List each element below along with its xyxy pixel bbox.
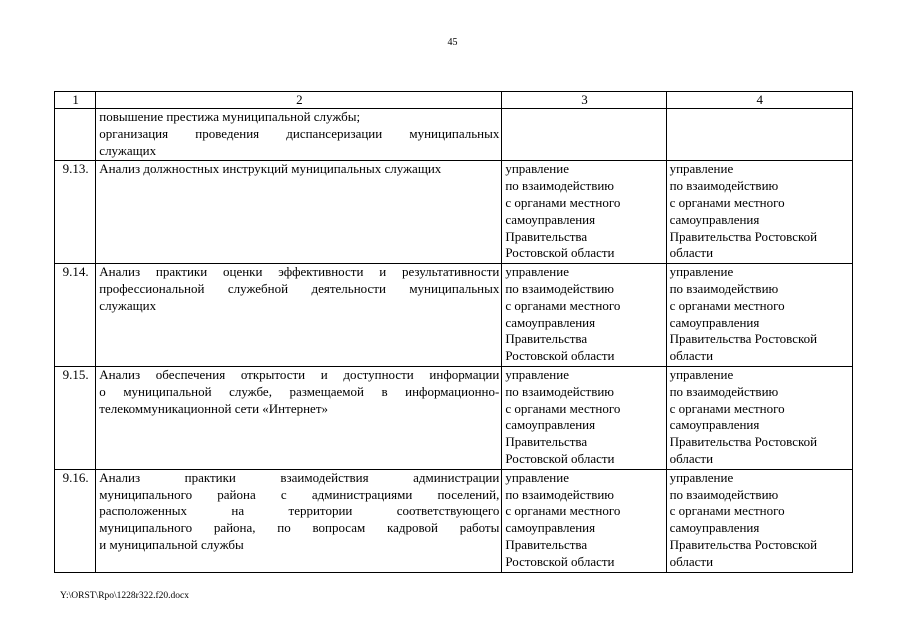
description-line: Анализ практики оценки эффективности и результативности: [99, 264, 500, 280]
description-line: расположенных на территории соответствующего: [99, 503, 500, 519]
responsible-line: Правительства Ростовской: [669, 331, 818, 347]
row-number: 9.16.: [55, 469, 96, 572]
table-body: [55, 109, 853, 573]
responsible-line: с органами местного: [669, 297, 785, 313]
description-line: и муниципальной службы: [99, 536, 244, 552]
table-row: [55, 264, 853, 367]
row-number: 9.14.: [55, 264, 96, 367]
executor-line: управление: [505, 264, 569, 280]
executor-line: самоуправления: [505, 314, 596, 330]
header-col-4: 4: [666, 92, 852, 109]
executor-line: с органами местного: [505, 297, 621, 313]
row-description: [96, 264, 502, 367]
description-line: муниципального района, по вопросам кадровой работы: [99, 520, 500, 536]
responsible-line: области: [669, 348, 714, 364]
description-line: Анализ практики взаимодействия администрации: [99, 469, 500, 485]
header-col-2: 2: [96, 92, 502, 109]
executor-line: управление: [505, 161, 569, 177]
responsible-line: управление: [669, 161, 734, 177]
responsible-line: по взаимодействию: [669, 486, 779, 502]
responsible-line: управление: [669, 469, 734, 485]
responsible-line: области: [669, 450, 714, 466]
row-responsible: [666, 469, 852, 572]
executor-line: Правительства: [505, 536, 588, 552]
responsible-line: Правительства Ростовской: [669, 536, 818, 552]
description-line: служащих: [99, 142, 157, 158]
executor-line: с органами местного: [505, 503, 621, 519]
row-description: [96, 366, 502, 469]
responsible-line: с органами местного: [669, 503, 785, 519]
description-line: профессиональной служебной деятельности муниципальных: [99, 280, 500, 296]
responsible-line: области: [669, 245, 714, 261]
executor-line: по взаимодействию: [505, 280, 615, 296]
executor-line: Правительства: [505, 228, 588, 244]
description-line: организация проведения диспансеризации муниципальных: [99, 125, 500, 141]
plan-table: [54, 91, 853, 573]
description-line: Анализ должностных инструкций муниципальных служащих: [99, 161, 442, 177]
responsible-line: управление: [669, 264, 734, 280]
responsible-line: области: [669, 553, 714, 569]
description-line: повышение престижа муниципальной службы;: [99, 109, 361, 124]
description-line: муниципального района с администрациями поселений,: [99, 486, 500, 502]
executor-line: Ростовской области: [505, 450, 615, 466]
table-row: [55, 469, 853, 572]
executor-line: Правительства: [505, 434, 588, 450]
file-path-footer: Y:\ORST\Rpo\1228r322.f20.docx: [60, 591, 189, 601]
executor-line: по взаимодействию: [505, 486, 615, 502]
responsible-line: с органами местного: [669, 400, 785, 416]
responsible-line: самоуправления: [669, 417, 760, 433]
row-number: 9.13.: [55, 161, 96, 264]
row-responsible: [666, 161, 852, 264]
table-row: [55, 366, 853, 469]
executor-line: управление: [505, 469, 569, 485]
executor-line: Правительства: [505, 331, 588, 347]
continuation-description: [96, 109, 502, 161]
responsible-line: Правительства Ростовской: [669, 228, 818, 244]
continuation-executor-cell: [502, 109, 666, 161]
row-executor: [502, 469, 666, 572]
executor-line: Ростовской области: [505, 348, 615, 364]
row-executor: [502, 366, 666, 469]
row-executor: [502, 161, 666, 264]
executor-line: Ростовской области: [505, 553, 615, 569]
executor-line: с органами местного: [505, 400, 621, 416]
responsible-line: Правительства Ростовской: [669, 434, 818, 450]
executor-line: с органами местного: [505, 194, 621, 210]
description-line: служащих: [99, 297, 157, 313]
table-row: [55, 161, 853, 264]
description-line: Анализ обеспечения открытости и доступности информации: [99, 366, 500, 382]
responsible-line: по взаимодействию: [669, 280, 779, 296]
executor-line: Ростовской области: [505, 245, 615, 261]
executor-line: самоуправления: [505, 417, 596, 433]
row-number: 9.15.: [55, 366, 96, 469]
responsible-line: управление: [669, 366, 734, 382]
header-row: [55, 92, 853, 109]
continuation-num-cell: [55, 109, 96, 161]
executor-line: самоуправления: [505, 211, 596, 227]
description-line: телекоммуникационной сети «Интернет»: [99, 400, 328, 416]
row-responsible: [666, 366, 852, 469]
description-line: о муниципальной службе, размещаемой в информационно-: [99, 383, 500, 399]
table-header: [55, 92, 853, 109]
responsible-line: по взаимодействию: [669, 178, 779, 194]
executor-line: самоуправления: [505, 520, 596, 536]
row-description: [96, 469, 502, 572]
executor-line: управление: [505, 366, 569, 382]
header-col-1: 1: [55, 92, 96, 109]
responsible-line: самоуправления: [669, 520, 760, 536]
executor-line: по взаимодействию: [505, 383, 615, 399]
responsible-line: по взаимодействию: [669, 383, 779, 399]
continuation-row: [55, 109, 853, 161]
row-executor: [502, 264, 666, 367]
row-responsible: [666, 264, 852, 367]
responsible-line: самоуправления: [669, 314, 760, 330]
row-description: [96, 161, 502, 264]
page-number: 45: [447, 37, 458, 48]
header-col-3: 3: [502, 92, 666, 109]
executor-line: по взаимодействию: [505, 178, 615, 194]
responsible-line: с органами местного: [669, 194, 785, 210]
responsible-line: самоуправления: [669, 211, 760, 227]
continuation-responsible-cell: [666, 109, 852, 161]
